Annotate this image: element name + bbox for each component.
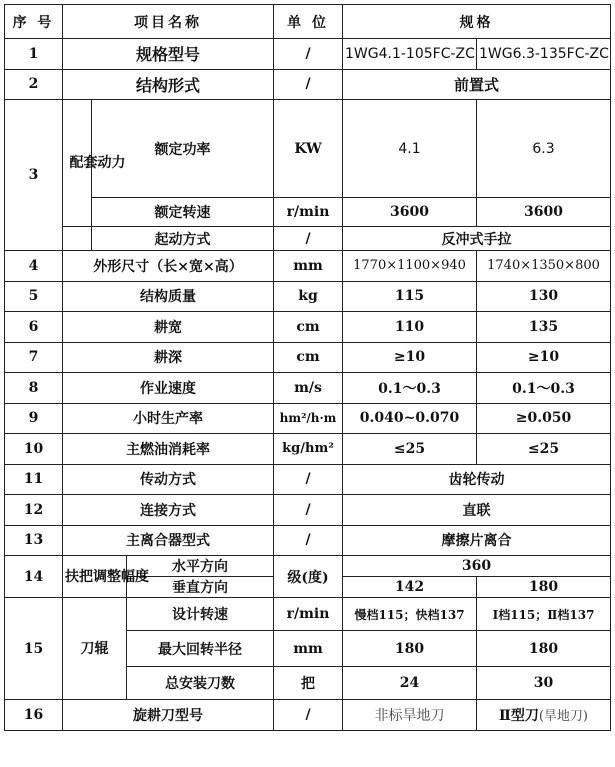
- row-2: [5, 69, 611, 100]
- header-item: 项目名称: [63, 5, 274, 39]
- spec-a: 1770×1100×940: [343, 251, 477, 282]
- spec-b: 180: [477, 577, 611, 598]
- row-item: 连接方式: [63, 495, 274, 526]
- row-item: 耕宽: [63, 312, 274, 343]
- row-no: 6: [5, 312, 63, 343]
- row-no: 8: [5, 373, 63, 404]
- spec-both: 齿轮传动: [343, 464, 611, 495]
- row-item: 最大回转半径: [127, 631, 274, 667]
- row-unit: hm²/h·m: [274, 403, 343, 434]
- header-spec: 规格: [343, 5, 611, 39]
- spec-a: 3600: [343, 198, 477, 227]
- row-3-start: [5, 227, 611, 251]
- row-3-speed: [5, 198, 611, 227]
- spec-both: 反冲式手拉: [343, 227, 611, 251]
- row-unit: /: [274, 525, 343, 556]
- spec-a: 4.1: [343, 100, 477, 198]
- row-item: 传动方式: [63, 464, 274, 495]
- spec-a: ≥10: [343, 342, 477, 373]
- row-item: 主燃油消耗率: [63, 434, 274, 465]
- row-item: 小时生产率: [63, 403, 274, 434]
- row-8: [5, 373, 611, 404]
- row-no: 14: [5, 556, 63, 598]
- row-unit: /: [274, 464, 343, 495]
- row-14-horizontal: [5, 556, 611, 577]
- row-16: [5, 700, 611, 731]
- row-item: 耕深: [63, 342, 274, 373]
- spec-b: 30: [477, 667, 611, 700]
- group-label: 刀辊: [63, 598, 127, 700]
- row-no: 12: [5, 495, 63, 526]
- row-unit: 把: [274, 667, 343, 700]
- spec-a: 0.040~0.070: [343, 403, 477, 434]
- spec-both: 摩擦片离合: [343, 525, 611, 556]
- row-5: [5, 281, 611, 312]
- spec-b-main: Ⅱ型刀: [499, 708, 539, 724]
- row-unit: m/s: [274, 373, 343, 404]
- row-unit: r/min: [274, 598, 343, 631]
- row-unit: 级(度): [274, 556, 343, 598]
- spec-table-container: [4, 4, 610, 762]
- row-no: 4: [5, 251, 63, 282]
- row-no: 3: [5, 100, 63, 251]
- spec-a: 1WG4.1-105FC-ZC: [343, 39, 477, 70]
- row-unit: kg: [274, 281, 343, 312]
- spec-b: 6.3: [477, 100, 611, 198]
- row-item: 作业速度: [63, 373, 274, 404]
- row-item: 外形尺寸（长×宽×高）: [63, 251, 274, 282]
- row-9: [5, 403, 611, 434]
- row-unit: /: [274, 39, 343, 70]
- row-unit: mm: [274, 251, 343, 282]
- row-unit: KW: [274, 100, 343, 198]
- spec-a: 110: [343, 312, 477, 343]
- row-no: 16: [5, 700, 63, 731]
- spec-both: 直联: [343, 495, 611, 526]
- row-item: 规格型号: [63, 39, 274, 70]
- spec-b: ≤25: [477, 434, 611, 465]
- row-3-power: [5, 100, 611, 198]
- row-13: [5, 525, 611, 556]
- row-no: 7: [5, 342, 63, 373]
- row-item: 设计转速: [127, 598, 274, 631]
- spec-a: 0.1～0.3: [343, 373, 477, 404]
- row-unit: /: [274, 69, 343, 100]
- row-15-speed: [5, 598, 611, 631]
- row-item: 结构形式: [63, 69, 274, 100]
- row-no: 1: [5, 39, 63, 70]
- group-label: 配套动力: [63, 100, 92, 227]
- row-item: 结构质量: [63, 281, 274, 312]
- row-no: 15: [5, 598, 63, 700]
- spec-b: [477, 700, 611, 731]
- row-unit: r/min: [274, 198, 343, 227]
- header-row: [5, 5, 611, 39]
- spec-b: 0.1～0.3: [477, 373, 611, 404]
- spec-b: 1740×1350×800: [477, 251, 611, 282]
- spec-a: 180: [343, 631, 477, 667]
- spec-b: ≥0.050: [477, 403, 611, 434]
- spec-both: 360: [343, 556, 611, 577]
- row-unit: kg/hm²: [274, 434, 343, 465]
- row-unit: cm: [274, 312, 343, 343]
- spec-a: 142: [343, 577, 477, 598]
- row-item: 额定转速: [92, 198, 274, 227]
- row-unit: /: [274, 495, 343, 526]
- spec-table: [4, 4, 611, 731]
- spec-b: Ⅰ档115；Ⅱ档137: [477, 598, 611, 631]
- spec-a: 115: [343, 281, 477, 312]
- row-item: 额定功率: [92, 100, 274, 198]
- spec-a: ≤25: [343, 434, 477, 465]
- spec-a: 非标旱地刀: [343, 700, 477, 731]
- row-no: 13: [5, 525, 63, 556]
- spec-b: ≥10: [477, 342, 611, 373]
- header-unit: 单 位: [274, 5, 343, 39]
- row-no: 2: [5, 69, 63, 100]
- row-item: 总安装刀数: [127, 667, 274, 700]
- group-label-tail: [63, 227, 92, 251]
- row-item: 水平方向: [127, 556, 274, 577]
- row-item: 起动方式: [92, 227, 274, 251]
- row-10: [5, 434, 611, 465]
- spec-b: 1WG6.3-135FC-ZC: [477, 39, 611, 70]
- row-unit: /: [274, 227, 343, 251]
- group-label: 扶把调整幅度: [63, 556, 127, 598]
- row-1: [5, 39, 611, 70]
- row-item: 主离合器型式: [63, 525, 274, 556]
- row-4: [5, 251, 611, 282]
- row-unit: cm: [274, 342, 343, 373]
- row-item: 旋耕刀型号: [63, 700, 274, 731]
- row-no: 10: [5, 434, 63, 465]
- spec-a: 24: [343, 667, 477, 700]
- row-unit: mm: [274, 631, 343, 667]
- spec-b: 130: [477, 281, 611, 312]
- row-no: 5: [5, 281, 63, 312]
- row-6: [5, 312, 611, 343]
- spec-b-note: (旱地刀): [538, 709, 588, 724]
- row-7: [5, 342, 611, 373]
- row-11: [5, 464, 611, 495]
- spec-both: 前置式: [343, 69, 611, 100]
- spec-b: 3600: [477, 198, 611, 227]
- row-unit: /: [274, 700, 343, 731]
- spec-b: 135: [477, 312, 611, 343]
- spec-a: 慢档115；快档137: [343, 598, 477, 631]
- header-no: 序 号: [5, 5, 63, 39]
- spec-b: 180: [477, 631, 611, 667]
- row-no: 11: [5, 464, 63, 495]
- row-no: 9: [5, 403, 63, 434]
- row-item: 垂直方向: [127, 577, 274, 598]
- row-12: [5, 495, 611, 526]
